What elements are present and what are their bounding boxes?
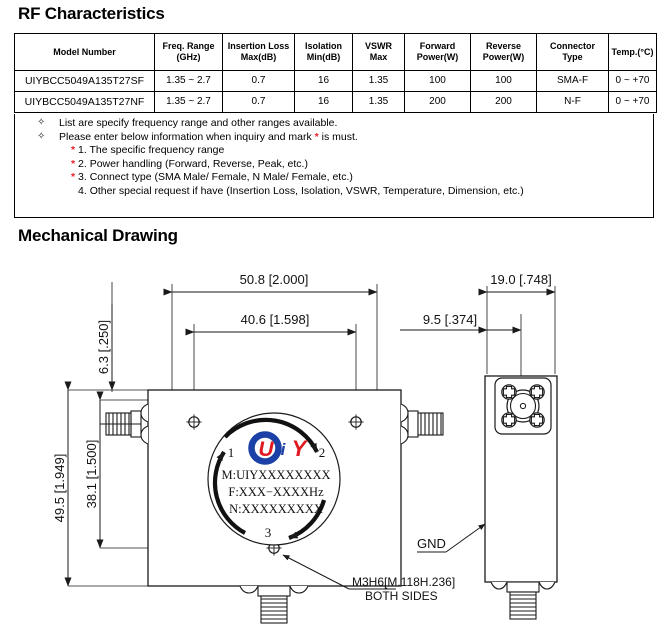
port-number-1: 1 (227, 445, 235, 460)
flange-screw (530, 413, 544, 427)
header-text-line2: Max(dB) (240, 52, 277, 62)
header-text-line1: Forward (419, 41, 456, 52)
dimension-width-overall: 50.8 [2.000] (239, 272, 309, 287)
flange-screw (502, 385, 516, 399)
header-text-line1: Freq. Range (162, 41, 215, 52)
spacer-star-icon (71, 185, 75, 197)
dimension-height-overall: 49.5 [1.949] (52, 453, 67, 523)
cell-connector-type: N-F (537, 92, 609, 113)
rf-characteristics-table-wrapper (14, 33, 656, 113)
header-text-line2: Max (369, 52, 388, 62)
dimension-port-offset: 6.3 [.250] (96, 319, 111, 375)
note-bullet-1 (15, 117, 653, 131)
column-header-vswr (353, 34, 405, 71)
cell-temperature: 0 ~ +70 (609, 71, 657, 92)
header-text-line1: Connector (550, 41, 595, 52)
header-text: Temp.(°C) (611, 46, 654, 57)
header-text-line2: Min(dB) (306, 52, 341, 62)
header-text-line1: Isolation (304, 41, 342, 52)
cell-forward-power: 200 (405, 92, 471, 113)
required-star-icon: * (71, 171, 76, 184)
page-title-rf-characteristics: RF Characteristics (18, 4, 165, 23)
page-title-mechanical-drawing: Mechanical Drawing (18, 226, 178, 245)
cell-insertion-loss: 0.7 (223, 92, 295, 113)
cell-model-number: UIYBCC5049A135T27SF (15, 71, 155, 92)
body-label-line1: M:UIYXXXXXXXX (221, 468, 331, 482)
cell-forward-power: 100 (405, 71, 471, 92)
flange-screw (502, 413, 516, 427)
required-star-icon: * (71, 144, 76, 157)
note-item-1 (15, 144, 653, 158)
table-header-row (15, 34, 657, 71)
cell-reverse-power: 100 (471, 71, 537, 92)
note-text: 4. Other special request if have (Insertion Loss, Isolation, VSWR, Temperature, Dimension, etc.) (78, 184, 524, 197)
svg-text:Y: Y (291, 436, 307, 461)
cell-freq-range: 1.35 ~ 2.7 (155, 71, 223, 92)
dimension-height-inner: 38.1 [1.500] (84, 439, 99, 509)
column-header-isolation (295, 34, 353, 71)
header-text: Model Number (53, 46, 116, 57)
note-text: 1. The specific frequency range (78, 144, 225, 157)
header-text-line2: (GHz) (176, 52, 201, 62)
note-text: 2. Power handling (Forward, Reverse, Peak, etc.) (78, 157, 308, 170)
label-thread-note-2: BOTH SIDES (365, 589, 438, 603)
table-row (15, 71, 657, 92)
note-text: 3. Connect type (SMA Male/ Female, N Male/ Female, etc.) (78, 171, 353, 184)
required-star-icon: * (71, 157, 76, 170)
label-gnd: GND (417, 536, 446, 551)
table-row (15, 92, 657, 113)
header-text-line2: Power(W) (416, 52, 459, 62)
cell-vswr: 1.35 (353, 92, 405, 113)
column-header-model-number (15, 34, 155, 71)
header-text-line1: VSWR (365, 41, 392, 52)
cell-isolation: 16 (295, 92, 353, 113)
note-text-before-star: Please enter below information when inquiry and mark (59, 130, 315, 143)
svg-text:i: i (280, 440, 286, 459)
note-item-2 (15, 158, 653, 172)
note-bullet-2 (15, 131, 653, 145)
column-header-connector-type (537, 34, 609, 71)
diamond-bullet-icon: ✧ (37, 117, 46, 128)
cell-reverse-power: 200 (471, 92, 537, 113)
cell-insertion-loss: 0.7 (223, 71, 295, 92)
note-item-4 (15, 185, 653, 199)
svg-text:U: U (258, 438, 274, 461)
body-label-line2: F:XXX−XXXXHz (228, 485, 324, 499)
header-text-line1: Reverse (485, 41, 522, 52)
cell-connector-type: SMA-F (537, 71, 609, 92)
body-label-line3: N:XXXXXXXXX (229, 502, 323, 516)
dimension-width-inner: 40.6 [1.598] (240, 312, 310, 327)
column-header-temperature (609, 34, 657, 71)
header-text-line2: Type (562, 52, 583, 62)
dimension-side-depth: 19.0 [.748] (490, 272, 552, 287)
diamond-bullet-icon: ✧ (37, 130, 46, 142)
note-text-after-star: is must. (318, 130, 358, 143)
label-thread-note: M3H6[M.118H.236] (352, 575, 456, 589)
notes-box (14, 114, 654, 218)
note-item-3 (15, 171, 653, 185)
column-header-insertion-loss (223, 34, 295, 71)
cell-temperature: 0 ~ +70 (609, 92, 657, 113)
cell-model-number: UIYBCC5049A135T27NF (15, 92, 155, 113)
flange-screw (530, 385, 544, 399)
cell-vswr: 1.35 (353, 71, 405, 92)
column-header-freq-range (155, 34, 223, 71)
required-star-icon: * (314, 130, 319, 143)
cell-isolation: 16 (295, 71, 353, 92)
header-text-line1: Insertion Loss (227, 41, 290, 52)
rf-characteristics-table (14, 33, 657, 113)
mechanical-drawing (0, 252, 670, 639)
column-header-reverse-power (471, 34, 537, 71)
dimension-side-offset: 9.5 [.374] (422, 312, 478, 327)
header-text-line2: Power(W) (482, 52, 525, 62)
cell-freq-range: 1.35 ~ 2.7 (155, 92, 223, 113)
port-number-3: 3 (264, 525, 272, 540)
column-header-forward-power (405, 34, 471, 71)
port-number-2: 2 (318, 445, 326, 460)
note-text: List are specify frequency range and other ranges available. (59, 117, 338, 129)
